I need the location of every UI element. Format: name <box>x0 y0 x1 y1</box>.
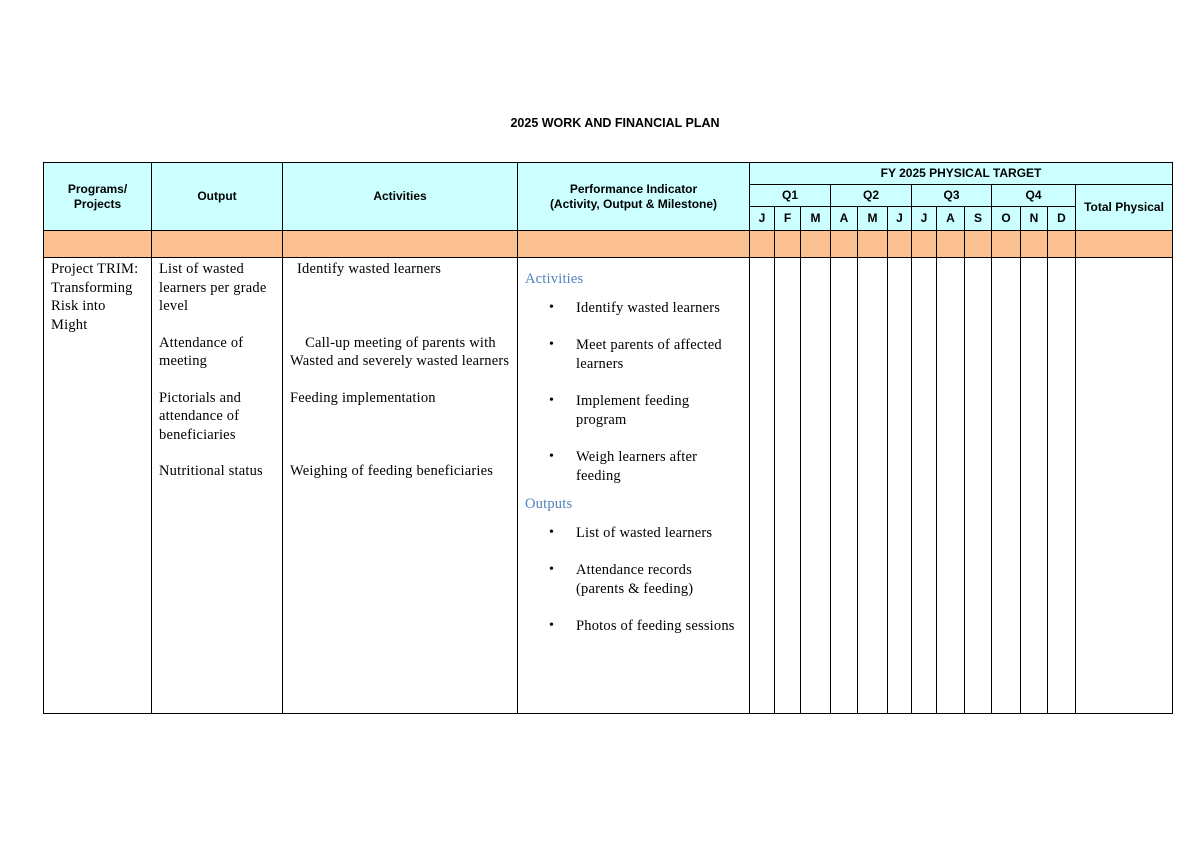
bullet-icon: • <box>549 393 555 408</box>
header-activities: Activities <box>283 163 518 231</box>
total-physical-cell <box>1076 258 1173 714</box>
header-output: Output <box>152 163 283 231</box>
band-cell <box>283 231 518 258</box>
output-item: Nutritional status <box>159 463 263 479</box>
indicator-outputs-list <box>518 524 749 636</box>
target-cell <box>992 258 1021 714</box>
header-physical-target: FY 2025 PHYSICAL TARGET <box>750 163 1173 185</box>
list-item <box>518 561 749 598</box>
target-cell <box>937 258 965 714</box>
bullet-icon: • <box>549 449 555 464</box>
header-programs-projects: Programs/ Projects <box>44 163 152 231</box>
band-cell <box>937 231 965 258</box>
output-item: Attendance of meeting <box>159 334 244 369</box>
indicator-activities-heading: Activities <box>525 271 584 287</box>
band-cell <box>912 231 937 258</box>
table-row <box>44 258 1173 714</box>
header-month: F <box>775 207 801 231</box>
list-item-text: Photos of feeding sessions <box>576 618 735 634</box>
header-month: J <box>750 207 775 231</box>
header-month: A <box>831 207 858 231</box>
list-item-text: List of wasted learners <box>576 524 713 541</box>
activity-item: Weighing of feeding beneficiaries <box>290 463 494 479</box>
activity-item: Identify wasted learners <box>297 261 442 277</box>
band-cell <box>801 231 831 258</box>
band-cell <box>965 231 992 258</box>
list-item <box>518 448 749 485</box>
band-cell <box>1048 231 1076 258</box>
page-title: 2025 WORK AND FINANCIAL PLAN <box>510 116 720 130</box>
header-month: A <box>937 207 965 231</box>
bullet-icon: • <box>549 524 555 540</box>
list-item <box>518 524 749 543</box>
header-indicator-line1: Performance Indicator <box>569 181 698 196</box>
target-cell <box>965 258 992 714</box>
header-month: O <box>992 207 1021 231</box>
activity-item: Call-up meeting of parents with <box>305 334 496 351</box>
band-cell <box>1021 231 1048 258</box>
header-quarter: Q1 <box>750 185 831 207</box>
header-month: J <box>912 207 937 231</box>
list-item <box>518 299 749 318</box>
target-cell <box>831 258 858 714</box>
list-item-text: Implement feeding program <box>576 393 690 428</box>
target-cell <box>888 258 912 714</box>
header-total-physical: Total Physical <box>1076 185 1173 231</box>
header-quarter: Q2 <box>831 185 912 207</box>
indicator-outputs-heading: Outputs <box>525 496 573 512</box>
band-cell <box>750 231 775 258</box>
header-month: S <box>965 207 992 231</box>
target-cell <box>750 258 775 714</box>
header-quarter: Q3 <box>912 185 992 207</box>
band-cell <box>775 231 801 258</box>
target-cell <box>858 258 888 714</box>
activity-item: Wasted and severely wasted learners <box>290 353 510 369</box>
target-cell <box>912 258 937 714</box>
work-financial-plan-table <box>43 162 1173 714</box>
output-cell <box>152 258 283 714</box>
header-month: M <box>801 207 831 231</box>
header-month: J <box>888 207 912 231</box>
category-band-row <box>44 231 1173 258</box>
list-item-text: Attendance records (parents & feeding) <box>576 562 694 597</box>
band-cell <box>831 231 858 258</box>
bullet-icon: • <box>549 562 555 577</box>
band-cell <box>888 231 912 258</box>
header-month: M <box>858 207 888 231</box>
indicator-activities-list <box>518 299 749 486</box>
target-cell <box>1021 258 1048 714</box>
bullet-icon: • <box>549 337 555 352</box>
list-item <box>518 336 749 373</box>
bullet-icon: • <box>549 299 555 315</box>
band-cell <box>44 231 152 258</box>
output-item: List of wasted learners per grade level <box>159 261 267 314</box>
band-cell <box>518 231 750 258</box>
list-item-text: Meet parents of affected learners <box>576 337 722 372</box>
list-item <box>518 617 749 636</box>
output-item: Pictorials and attendance of beneficiaries <box>159 389 242 443</box>
list-item <box>518 392 749 429</box>
header-quarter: Q4 <box>992 185 1076 207</box>
program-cell <box>44 258 152 714</box>
header-indicator-line2: (Activity, Output & Milestone) <box>549 196 718 211</box>
list-item-text: Identify wasted learners <box>576 299 721 316</box>
header-month: D <box>1048 207 1076 231</box>
target-cell <box>801 258 831 714</box>
target-cell <box>775 258 801 714</box>
list-item-text: Weigh learners after feeding <box>576 449 698 484</box>
band-cell <box>152 231 283 258</box>
target-cell <box>1048 258 1076 714</box>
performance-indicator-cell <box>518 258 750 714</box>
band-cell <box>1076 231 1173 258</box>
activity-item: Feeding implementation <box>290 389 436 406</box>
band-cell <box>992 231 1021 258</box>
program-name: Project TRIM: Transforming Risk into Might <box>51 261 139 333</box>
activities-cell <box>283 258 518 714</box>
header-performance-indicator <box>518 163 750 231</box>
header-month: N <box>1021 207 1048 231</box>
bullet-icon: • <box>549 618 555 633</box>
band-cell <box>858 231 888 258</box>
